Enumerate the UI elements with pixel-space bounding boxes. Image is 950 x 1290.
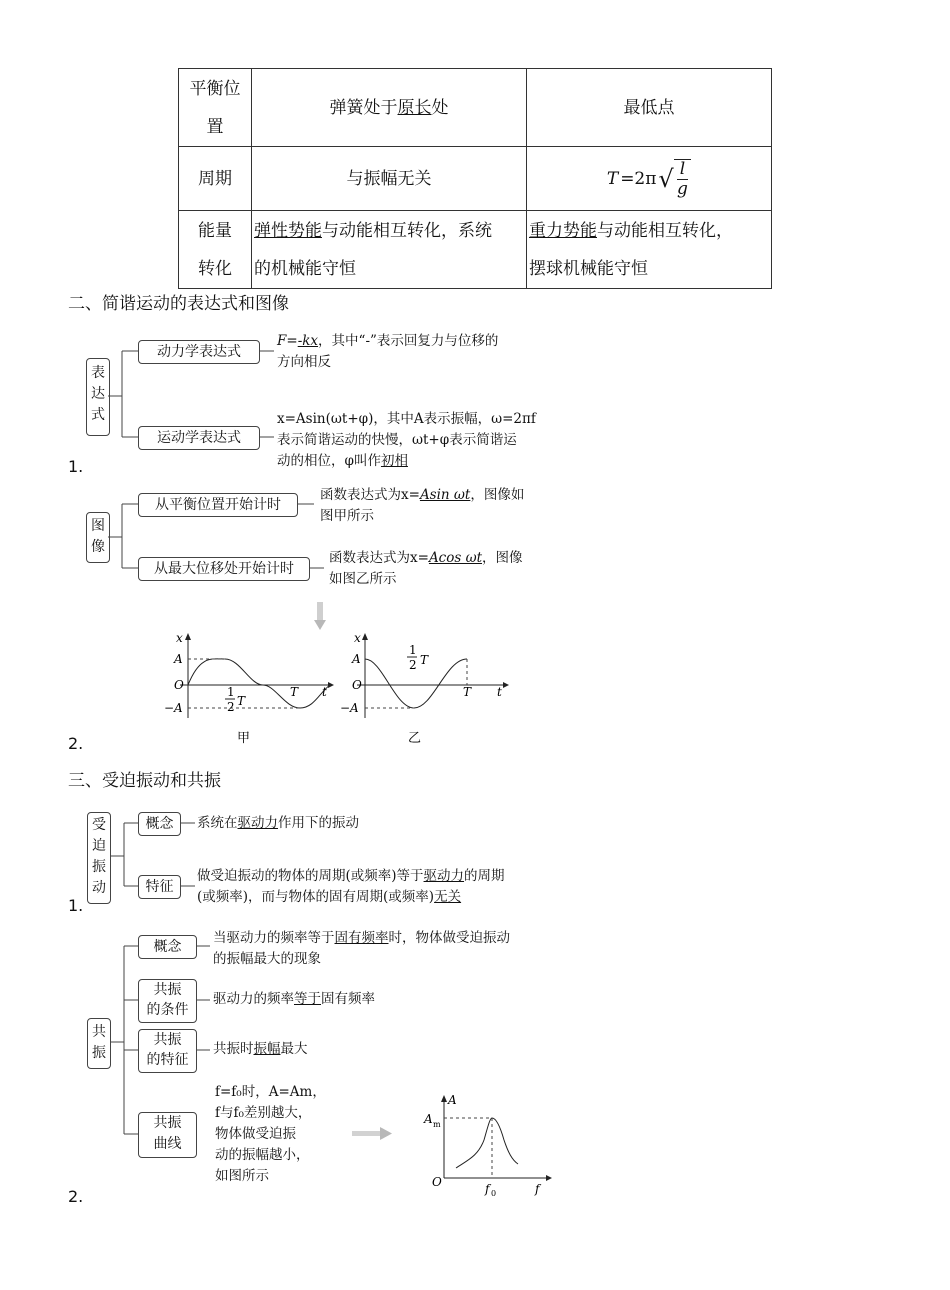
svg-text:1: 1: [227, 685, 235, 699]
cell-spring: 与振幅无关: [252, 147, 527, 211]
section-heading: 三、受迫振动和共振: [68, 771, 221, 791]
root-box-graph: 图 像: [86, 512, 110, 563]
item-number: 1.: [68, 457, 84, 476]
resonance-curve-graph: [420, 1090, 560, 1202]
svg-text:A: A: [448, 1093, 457, 1107]
svg-text:t: t: [322, 685, 327, 699]
svg-text:O: O: [352, 678, 362, 692]
row-label: 能量 转化: [179, 211, 252, 289]
branch-concept: 概念: [138, 812, 181, 836]
svg-text:−A: −A: [164, 701, 183, 715]
forced-concept-text: 系统在驱动力作用下的振动: [197, 815, 359, 831]
svg-text:f: f: [485, 1182, 490, 1196]
svg-text:T: T: [290, 685, 299, 699]
dynamics-text: F=-kx，其中“-”表示回复力与位移的 方向相反: [277, 333, 499, 370]
root-box-resonance: 共 振: [87, 1018, 111, 1069]
graph-cosine: [340, 631, 509, 746]
svg-text:m: m: [433, 1120, 441, 1129]
branch-from-max: 从最大位移处开始计时: [138, 557, 310, 581]
item-number: 1.: [68, 896, 84, 915]
row-label: 周期: [179, 147, 252, 211]
sin-text: 函数表达式为x=Asin ωt，图像如 图甲所示: [320, 487, 525, 524]
svg-text:T: T: [420, 653, 429, 667]
svg-text:x: x: [176, 631, 183, 645]
cell-pendulum: 最低点: [527, 69, 772, 147]
svg-text:2: 2: [409, 658, 417, 672]
svg-text:t: t: [497, 685, 502, 699]
branch-resonance-concept: 概念: [138, 935, 197, 959]
branch-feature: 特征: [138, 875, 181, 899]
resonance-feature-text: 共振时振幅最大: [213, 1041, 308, 1057]
branch-from-equilibrium: 从平衡位置开始计时: [138, 493, 298, 517]
cell-spring: 弹簧处于原长处: [252, 69, 527, 147]
cell-spring: 弹性势能与动能相互转化，系统 的机械能守恒: [252, 211, 527, 289]
forced-feature-text: 做受迫振动的物体的周期(或频率)等于驱动力的周期 (或频率)，而与物体的固有周期(或频率)无关: [197, 868, 505, 905]
svg-text:f: f: [535, 1182, 540, 1196]
item-number: 2.: [68, 1187, 84, 1206]
item-number: 2.: [68, 734, 84, 753]
resonance-concept-text: 当驱动力的频率等于固有频率时，物体做受迫振动 的振幅最大的现象: [213, 930, 510, 967]
svg-text:O: O: [174, 678, 184, 692]
svg-text:乙: 乙: [408, 731, 422, 746]
kinematics-text: x=Asin(ωt+φ)，其中A表示振幅，ω=2πf 表示简谐运动的快慢，ωt+φ表示简谐运 动的相位，φ叫作初相: [277, 411, 536, 469]
cell-pendulum: T =2π √ l g: [527, 147, 772, 211]
svg-text:A: A: [352, 652, 361, 666]
svg-text:1: 1: [409, 643, 417, 657]
svg-text:A: A: [174, 652, 183, 666]
row-label: 平衡位 置: [179, 69, 252, 147]
cos-text: 函数表达式为x=Acos ωt，图像 如图乙所示: [329, 550, 523, 587]
svg-text:O: O: [432, 1175, 442, 1189]
sine-cosine-graphs: [150, 628, 520, 748]
down-arrow-icon: [314, 602, 326, 630]
svg-text:x: x: [354, 631, 361, 645]
resonance-condition-text: 驱动力的频率等于固有频率: [213, 991, 375, 1007]
branch-kinematics: 运动学表达式: [138, 426, 260, 450]
cell-pendulum: 重力势能与动能相互转化， 摆球机械能守恒: [527, 211, 772, 289]
branch-dynamics: 动力学表达式: [138, 340, 260, 364]
branch-resonance-curve: 共振 曲线: [138, 1112, 197, 1158]
section-heading: 二、简谐运动的表达式和图像: [68, 294, 289, 314]
svg-text:T: T: [463, 685, 472, 699]
svg-text:甲: 甲: [237, 731, 251, 746]
graph-sine: [164, 631, 334, 746]
svg-text:T: T: [237, 694, 246, 708]
svg-text:0: 0: [491, 1189, 497, 1198]
svg-text:2: 2: [227, 700, 235, 714]
resonance-curve-text: f=f₀时，A=Am， f与f₀差别越大， 物体做受迫振 动的振幅越小， 如图所示: [215, 1084, 326, 1184]
svg-text:−A: −A: [340, 701, 359, 715]
branch-resonance-condition: 共振 的条件: [138, 979, 197, 1023]
root-box-forced: 受 迫 振 动: [87, 812, 111, 904]
right-arrow-icon: [352, 1127, 392, 1140]
svg-text:A: A: [424, 1112, 433, 1126]
root-box-expression: 表 达 式: [86, 358, 110, 436]
branch-resonance-feature: 共振 的特征: [138, 1029, 197, 1073]
